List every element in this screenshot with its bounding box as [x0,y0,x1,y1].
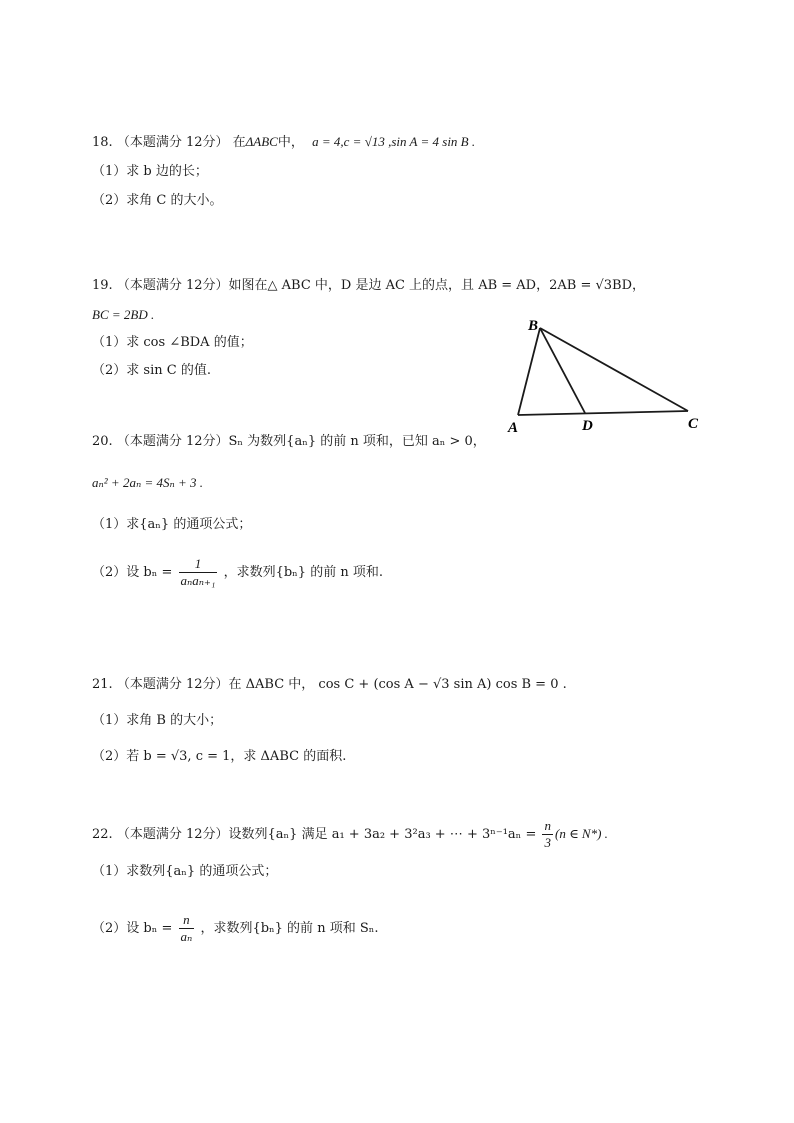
q18-number: 18. [92,135,113,150]
q20-part2-pre: （2）设 bₙ = [92,565,173,580]
q18-part1: （1）求 b 边的长； [92,164,208,179]
q20-frac-num: 1 [179,556,218,573]
q20-frac-den: aₙaₙ₊₁ [180,573,216,588]
q22-part2-frac-num: n [179,912,195,929]
q21-number: 21. [92,677,113,692]
triangle-figure [500,312,710,437]
label-b: B [528,318,539,334]
q22-part2-pre: （2）设 bₙ = [92,921,173,936]
q21-text: 在 ΔABC 中， cos C + (cos A − √3 sin A) cos B = 0 . [228,677,567,692]
q22-points: （本题满分 12分） [116,827,229,842]
q20-fraction [179,556,218,589]
q18-part2: （2）求角 C 的大小。 [92,193,223,208]
q22-frac-num: n [544,818,551,833]
q18-condition: a = 4,c = √13 ,sin A = 4 sin B . [312,134,476,149]
q18-triangle: ΔABC [245,134,278,149]
q19-text: 如图在△ ABC 中，D 是边 AC 上的点，且 AB = AD，2AB = √3BD， [228,278,646,293]
q22-text-post: (n ∈ N*) . [554,826,608,841]
q20-points: （本题满分 12分） [116,434,229,449]
q19-text2: BC = 2BD . [92,307,155,322]
q22-part2-frac-den: aₙ [180,929,193,944]
q20-part2 [92,556,383,589]
q21-stem [92,675,567,695]
q19-part2: （2）求 sin C 的值. [92,363,211,378]
q19-part1: （1）求 cos ∠BDA 的值； [92,335,253,350]
q22-text-pre: 设数列{aₙ} 满足 a₁ + 3a₂ + 3²a₃ + ⋯ + 3ⁿ⁻¹aₙ = [228,827,537,842]
q20-equation: aₙ² + 2aₙ = 4Sₙ + 3 . [92,475,204,490]
q21-points: （本题满分 12分） [116,677,229,692]
q22-part1: （1）求数列{aₙ} 的通项公式； [92,864,278,879]
q22-frac-den: 3 [544,835,551,850]
q19-points: （本题满分 12分） [116,278,229,293]
q20-stem [92,432,486,452]
q21-part1: （1）求角 B 的大小； [92,713,223,728]
q21-part2: （2）若 b = √3, c = 1，求 ΔABC 的面积. [92,749,347,764]
q22-part2 [92,912,379,945]
q18-points: （本题满分 12分） [116,135,229,150]
q19-number: 19. [92,278,113,293]
side-ab [518,328,540,415]
q18-mid: 中， [277,135,304,150]
q20-text: Sₙ 为数列{aₙ} 的前 n 项和，已知 aₙ > 0， [228,434,486,449]
label-c: C [688,416,699,432]
q19-stem [92,276,645,296]
q22-part2-fraction [179,912,195,945]
label-a: A [508,420,519,436]
q18-intro: 在 [232,135,246,150]
q22-fraction [542,818,553,851]
side-ac [518,411,688,415]
q22-part2-post: ，求数列{bₙ} 的前 n 项和 Sₙ. [200,921,379,936]
q20-number: 20. [92,434,113,449]
q20-part1: （1）求{aₙ} 的通项公式； [92,517,252,532]
q22-number: 22. [92,827,113,842]
label-d: D [582,418,593,434]
q18-stem [92,132,475,153]
q20-part2-post: ，求数列{bₙ} 的前 n 项和. [223,565,383,580]
q22-stem [92,818,608,851]
